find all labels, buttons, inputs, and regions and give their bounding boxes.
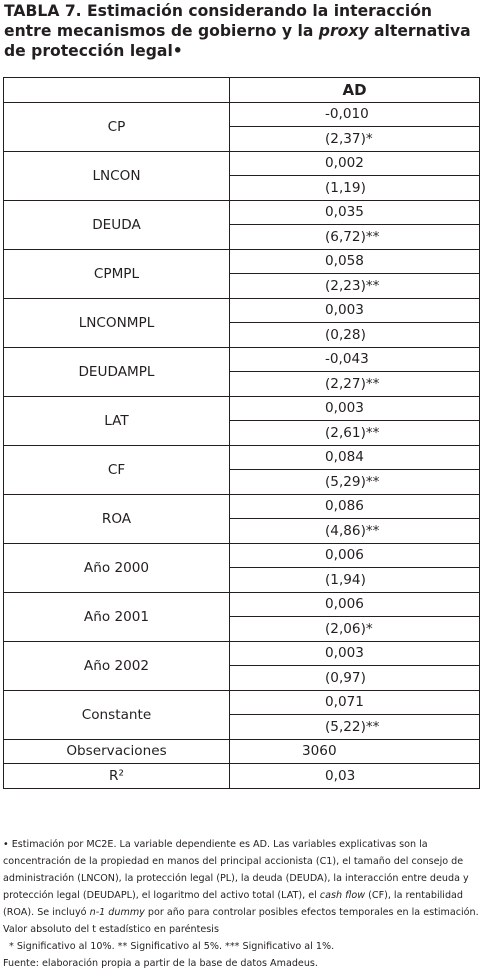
- variable-label: ROA: [4, 494, 230, 543]
- coefficient-cell: 0,035: [230, 200, 480, 225]
- variable-label: CF: [4, 445, 230, 494]
- note-text: • Estimación por MC2E. La variable dependiente es AD. Las variables explicativas son la concentración de la propiedad en manos del principal accionista (C1), el tamaño del consejo de administración (LNCON), la protección legal (PL), la deuda (DEUDA), la interacción entre deuda y protección legal (DEUDAPL), el logaritmo del activo total (LAT), el: [3, 839, 469, 901]
- coefficient-cell: 0,003: [230, 396, 480, 421]
- coefficient-cell: 0,058: [230, 249, 480, 274]
- table-row: [4, 592, 480, 617]
- coefficient-cell: 0,002: [230, 151, 480, 176]
- coefficient-cell: 0,003: [230, 298, 480, 323]
- coefficient-cell: -0,043: [230, 347, 480, 372]
- table-row: [4, 151, 480, 176]
- coefficient-cell: 0,003: [230, 641, 480, 666]
- note-estimation: [3, 836, 481, 921]
- table-body: [4, 102, 480, 788]
- title-text: TABLA 7. Estimación considerando la interacción entre mecanismos de gobierno y la: [4, 2, 433, 40]
- table-row: [4, 102, 480, 127]
- coefficient-cell: 0,006: [230, 543, 480, 568]
- table-row: [4, 249, 480, 274]
- table-header-row: [4, 78, 480, 103]
- table-row: [4, 396, 480, 421]
- variable-label: Constante: [4, 690, 230, 739]
- note-tstat: Valor absoluto del t estadístico en paréntesis: [3, 924, 219, 935]
- variable-label: CP: [4, 102, 230, 151]
- tstat-cell: (2,06)*: [230, 617, 480, 642]
- note-text: (CF), la rentabilidad (ROA). Se incluyó: [3, 890, 464, 918]
- tstat-cell: (1,19): [230, 176, 480, 201]
- tstat-cell: (1,94): [230, 568, 480, 593]
- tstat-cell: (2,27)**: [230, 372, 480, 397]
- header-ad: AD: [230, 78, 480, 103]
- results-table: [3, 77, 480, 789]
- note-text: por año para controlar posibles efectos temporales en la estimación.: [144, 907, 479, 918]
- variable-label: LAT: [4, 396, 230, 445]
- coefficient-cell: -0,010: [230, 102, 480, 127]
- variable-label: Año 2001: [4, 592, 230, 641]
- tstat-cell: (5,29)**: [230, 470, 480, 495]
- tstat-cell: (5,22)**: [230, 715, 480, 740]
- note-italic: cash flow: [319, 890, 366, 901]
- coefficient-cell: 0,084: [230, 445, 480, 470]
- r2-row: [4, 764, 480, 789]
- tstat-cell: (6,72)**: [230, 225, 480, 250]
- tstat-cell: (0,28): [230, 323, 480, 348]
- table-notes: [3, 836, 481, 972]
- table-row: [4, 347, 480, 372]
- observations-row-label: Observaciones: [4, 739, 230, 764]
- coefficient-cell: 0,086: [230, 494, 480, 519]
- variable-label: LNCONMPL: [4, 298, 230, 347]
- variable-label: Año 2000: [4, 543, 230, 592]
- table-row: [4, 298, 480, 323]
- title-text-end: alternativa de protección legal•: [4, 22, 471, 60]
- table-row: [4, 494, 480, 519]
- table-row: [4, 445, 480, 470]
- table-row: [4, 641, 480, 666]
- r2-row-label: R²: [4, 764, 230, 789]
- tstat-cell: (2,37)*: [230, 127, 480, 152]
- tstat-cell: (2,23)**: [230, 274, 480, 299]
- observations-row: [4, 739, 480, 764]
- coefficient-cell: 0,071: [230, 690, 480, 715]
- observations-row-value: 3060: [230, 739, 480, 764]
- variable-label: DEUDA: [4, 200, 230, 249]
- coefficient-cell: 0,006: [230, 592, 480, 617]
- table-row: [4, 543, 480, 568]
- tstat-cell: (0,97): [230, 666, 480, 691]
- variable-label: DEUDAMPL: [4, 347, 230, 396]
- note-significance: * Significativo al 10%. ** Significativo al 5%. *** Significativo al 1%.: [9, 941, 335, 952]
- r2-row-value: 0,03: [230, 764, 480, 789]
- tstat-cell: (4,86)**: [230, 519, 480, 544]
- tstat-cell: (2,61)**: [230, 421, 480, 446]
- note-source: Fuente: elaboración propia a partir de la base de datos Amadeus.: [3, 958, 318, 969]
- variable-label: CPMPL: [4, 249, 230, 298]
- table-row: [4, 200, 480, 225]
- variable-label: Año 2002: [4, 641, 230, 690]
- header-empty-cell: [4, 78, 230, 103]
- title-italic: proxy: [318, 22, 369, 40]
- table-title: [4, 1, 482, 61]
- note-italic: n-1 dummy: [89, 907, 145, 918]
- variable-label: LNCON: [4, 151, 230, 200]
- table-row: [4, 690, 480, 715]
